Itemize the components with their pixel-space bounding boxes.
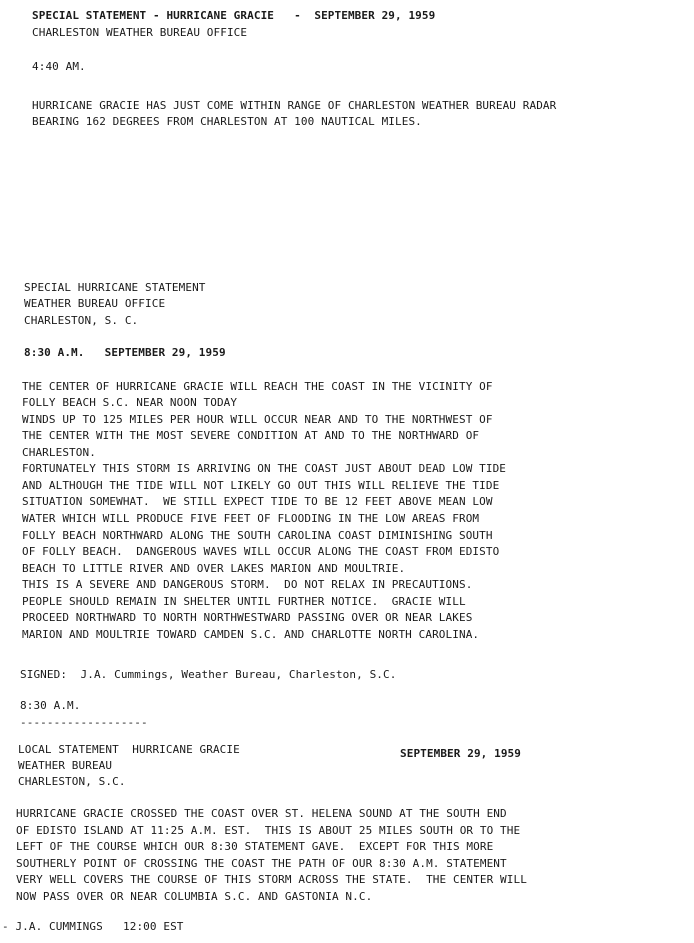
statement2-body-line: FORTUNATELY THIS STORM IS ARRIVING ON THE COAST JUST ABOUT DEAD LOW TIDE	[22, 462, 507, 475]
statement2-time-date: 8:30 A.M. SEPTEMBER 29, 1959	[24, 346, 226, 359]
statement3-header-left: LOCAL STATEMENT HURRICANE GRACIE	[18, 743, 240, 756]
statement3-body-line: LEFT OF THE COURSE WHICH OUR 8:30 STATEMENT GAVE. EXCEPT FOR THIS MORE	[16, 840, 494, 853]
statement3-body-line: NOW PASS OVER OR NEAR COLUMBIA S.C. AND GASTONIA N.C.	[16, 890, 373, 903]
statement2-signature: SIGNED: J.A. Cummings, Weather Bureau, Charleston, S.C.	[20, 668, 397, 681]
statement2-body-line: PEOPLE SHOULD REMAIN IN SHELTER UNTIL FURTHER NOTICE. GRACIE WILL	[22, 595, 466, 608]
statement2-body-line: FOLLY BEACH S.C. NEAR NOON TODAY	[22, 396, 238, 409]
statement2-body-line: WINDS UP TO 125 MILES PER HOUR WILL OCCUR NEAR AND TO THE NORTHWEST OF	[22, 413, 493, 426]
statement2-header-line: CHARLESTON, S. C.	[24, 314, 139, 327]
statement3-header-line2: WEATHER BUREAU	[18, 759, 113, 772]
separator-line: -------------------	[20, 716, 148, 729]
statement3-body-line: VERY WELL COVERS THE COURSE OF THIS STORM ACROSS THE STATE. THE CENTER WILL	[16, 873, 527, 886]
statement2-body-line: MARION AND MOULTRIE TOWARD CAMDEN S.C. AND CHARLOTTE NORTH CAROLINA.	[22, 628, 480, 641]
statement2-header-line: SPECIAL HURRICANE STATEMENT	[24, 281, 206, 294]
statement1-header-line2: CHARLESTON WEATHER BUREAU OFFICE	[32, 26, 248, 39]
statement2-body-line: AND ALTHOUGH THE TIDE WILL NOT LIKELY GO OUT THIS WILL RELIEVE THE TIDE	[22, 479, 500, 492]
statement2-body-line: WATER WHICH WILL PRODUCE FIVE FEET OF FLOODING IN THE LOW AREAS FROM	[22, 512, 480, 525]
statement1-body-line: BEARING 162 DEGREES FROM CHARLESTON AT 100 NAUTICAL MILES.	[32, 115, 422, 128]
statement2-body-line: THE CENTER WITH THE MOST SEVERE CONDITION AT AND TO THE NORTHWARD OF	[22, 429, 480, 442]
statement2-body-line: PROCEED NORTHWARD TO NORTH NORTHWESTWARD PASSING OVER OR NEAR LAKES	[22, 611, 473, 624]
statement3-header-line3: CHARLESTON, S.C.	[18, 775, 126, 788]
statement2-body-line: FOLLY BEACH NORTHWARD ALONG THE SOUTH CAROLINA COAST DIMINISHING SOUTH	[22, 529, 493, 542]
statement2-body-line: THE CENTER OF HURRICANE GRACIE WILL REACH THE COAST IN THE VICINITY OF	[22, 380, 493, 393]
statement2-body-line: BEACH TO LITTLE RIVER AND OVER LAKES MARION AND MOULTRIE.	[22, 562, 406, 575]
statement2-header-line: WEATHER BUREAU OFFICE	[24, 297, 166, 310]
statement1-body-line: HURRICANE GRACIE HAS JUST COME WITHIN RANGE OF CHARLESTON WEATHER BUREAU RADAR	[32, 99, 557, 112]
statement3-body-line: SOUTHERLY POINT OF CROSSING THE COAST THE PATH OF OUR 8:30 A.M. STATEMENT	[16, 857, 507, 870]
statement1-header-line1: SPECIAL STATEMENT - HURRICANE GRACIE - SEPTEMBER 29, 1959	[32, 9, 436, 22]
statement3-body-line: OF EDISTO ISLAND AT 11:25 A.M. EST. THIS IS ABOUT 25 MILES SOUTH OR TO THE	[16, 824, 521, 837]
statement3-header-date: SEPTEMBER 29, 1959	[400, 747, 522, 760]
statement2-body-line: SITUATION SOMEWHAT. WE STILL EXPECT TIDE TO BE 12 FEET ABOVE MEAN LOW	[22, 495, 493, 508]
statement2-body-line: OF FOLLY BEACH. DANGEROUS WAVES WILL OCCUR ALONG THE COAST FROM EDISTO	[22, 545, 500, 558]
statement1-time: 4:40 AM.	[32, 60, 86, 73]
statement2-body-line: THIS IS A SEVERE AND DANGEROUS STORM. DO NOT RELAX IN PRECAUTIONS.	[22, 578, 473, 591]
statement2-body-line: CHARLESTON.	[22, 446, 96, 459]
statement3-signoff: - J.A. CUMMINGS 12:00 EST	[2, 920, 184, 933]
statement2-time-after: 8:30 A.M.	[20, 699, 81, 712]
statement3-body-line: HURRICANE GRACIE CROSSED THE COAST OVER ST. HELENA SOUND AT THE SOUTH END	[16, 807, 507, 820]
